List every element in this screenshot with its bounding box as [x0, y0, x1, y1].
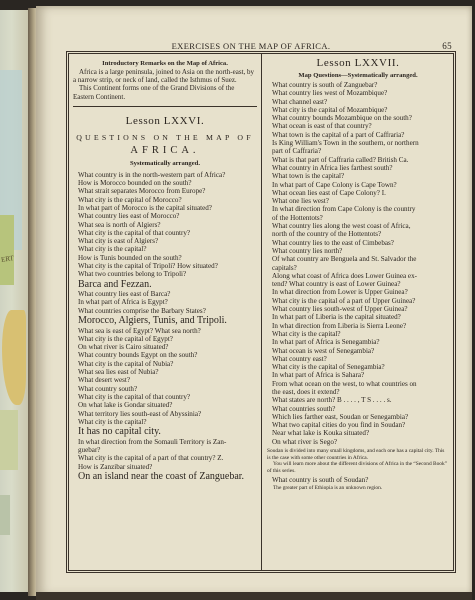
question-line: What town is the capital of a part of Caffraria?: [272, 130, 405, 139]
question-line: On what lake is Gondar situated?: [78, 401, 173, 410]
question-line: In what part of Africa is Sahara?: [272, 371, 365, 380]
question-line: of the Hottentots?: [272, 213, 323, 222]
intro-paragraph: Africa is a large peninsula, joined to Asia on the north-east, by a narrow strip, or neck of land, called the Isthmus of Suez.: [73, 68, 255, 85]
question-line: What country is in the north-western part of Africa?: [78, 170, 226, 179]
footnote: The greater part of Ethiopia is an unknown region.: [273, 484, 383, 491]
map-land-area: [0, 495, 10, 535]
answer-line: Morocco, Algiers, Tunis, and Tripoli.: [78, 315, 227, 327]
question-line: From what ocean on the west, to what countries on: [272, 379, 417, 388]
lesson-77-title: Lesson LXXVII.: [316, 57, 400, 69]
question-list: [73, 327, 257, 427]
question-line: What city is the capital?: [272, 329, 341, 338]
question-line: What sea is north of Algiers?: [78, 220, 161, 229]
question-line: In what part of Africa is Egypt?: [78, 298, 168, 307]
question-line: What sea is east of Egypt? What sea north?: [78, 326, 201, 335]
question-list: [73, 290, 257, 315]
question-line: What city is the capital of a part of that country? Z.: [78, 454, 224, 463]
question-line: north of the country of the Hottentots?: [272, 230, 382, 239]
question-line: What country bounds Egypt on the south?: [78, 351, 198, 360]
map-land-area: [0, 410, 18, 470]
map-label: ERT: [0, 254, 15, 264]
question-line: What country lies east of Morocco?: [78, 212, 180, 221]
question-line: Is King William's Town in the southern, or northern: [272, 139, 419, 148]
question-line: What channel east?: [272, 97, 328, 106]
question-line: What city is the capital of Senegambia?: [272, 363, 385, 372]
question-line: What strait separates Morocco from Europe?: [78, 187, 206, 196]
question-line: What city is the capital of Nubia?: [78, 359, 174, 368]
question-line: What country is south of Soudan?: [272, 476, 369, 485]
footnote: Soudan is divided into many small kingdoms, and each one has a capital city. This is the case with some other countries in Africa.: [267, 448, 445, 461]
question-line: What city is the capital of Egypt?: [78, 334, 173, 343]
question-line: the east, does it extend?: [272, 387, 340, 396]
question-line: What city is the capital of Mozambique?: [272, 105, 388, 114]
question-line: In what direction from Cape Colony is the country: [272, 205, 416, 214]
question-line: What country south?: [78, 384, 138, 393]
africa-heading: AFRICA.: [130, 144, 200, 156]
question-line: On what river is Cairo situated?: [78, 343, 169, 352]
page-bottom-edge: [36, 592, 472, 600]
question-line: What country is south of Zanguebar?: [272, 81, 378, 89]
question-line: What countries comprise the Barbary States?: [78, 306, 206, 315]
question-list: [73, 438, 257, 471]
question-line: What city is the capital of that country?: [78, 228, 191, 237]
answer-line: On an island near the coast of Zanguebar.: [78, 470, 245, 482]
question-list: [267, 81, 449, 446]
intro-heading: Introductory Remarks on the Map of Africa.: [102, 60, 228, 67]
question-line: What city is east of Algiers?: [78, 237, 159, 246]
text-frame: [66, 51, 456, 573]
question-line: What states are north? B . . . . , T S . . . . s.: [272, 396, 392, 405]
question-line: What territory lies south-east of Abyssinia?: [78, 409, 202, 418]
question-line: In what part of Liberia is the capital situated?: [272, 313, 401, 322]
question-line: What country in Africa lies farthest south?: [272, 163, 393, 172]
lesson-76-title: Lesson LXXVI.: [125, 114, 205, 127]
answer-line: Barca and Fezzan.: [78, 278, 152, 290]
facing-map-page: [0, 10, 30, 592]
question-line: What is that part of Caffraria called? British Ca.: [272, 155, 409, 164]
question-list: [73, 171, 257, 279]
footnote: You will learn more about the different divisions of Africa in the “Second Book” of this series.: [267, 461, 448, 474]
question-line: What country lies south-west of Upper Guinea?: [272, 305, 408, 314]
question-line: How is Morocco bounded on the south?: [78, 179, 192, 188]
question-line: capitals?: [272, 263, 297, 272]
question-line: Of what country are Benguela and St. Salvador the: [272, 255, 417, 264]
question-line: What country lies along the west coast of Africa,: [272, 222, 411, 231]
question-line: What country lies west of Mozambique?: [272, 89, 388, 98]
question-line: What two countries belong to Tripoli?: [78, 270, 187, 279]
answer-line: It has no capital city.: [78, 426, 161, 438]
question-line: What city is the capital of Morocco?: [78, 195, 182, 204]
question-line: What city is the capital?: [78, 417, 147, 426]
question-line: In what part of Africa is Senegambia?: [272, 338, 380, 347]
question-line: What city is the capital of that country?: [78, 392, 191, 401]
map-land-area: [0, 215, 14, 285]
question-line: guebar?: [78, 445, 101, 454]
question-line: What country lies to the east of Cimbebas?: [272, 238, 394, 247]
question-line: In what direction from Liberia is Sierra Leone?: [272, 321, 407, 330]
question-line: In what part of Morocco is the capital situated?: [78, 204, 212, 212]
question-line: Along what coast of Africa does Lower Guinea ex-: [272, 271, 417, 280]
right-column: [263, 54, 453, 570]
header-title: EXERCISES ON THE MAP OF AFRICA.: [171, 41, 331, 51]
question-line: What ocean lies east of Cape Colony? I.: [272, 188, 386, 197]
map-land-area: [2, 310, 26, 405]
question-line: What country lies north?: [272, 246, 343, 255]
question-line: What town is the capital?: [272, 172, 345, 181]
question-line: In what direction from the Somauli Territory is Zan-: [78, 437, 227, 446]
question-line: Which lies farther east, Soudan or Senegambia?: [272, 412, 409, 421]
question-line: What ocean is east of that country?: [272, 122, 372, 131]
question-line: How is Tunis bounded on the south?: [78, 253, 182, 262]
question-line: What country lies east of Barca?: [78, 290, 171, 299]
question-line: What two capital cities do you find in Soudan?: [272, 421, 406, 430]
intro-paragraph: This Continent forms one of the Grand Divisions of the Eastern Continent.: [73, 84, 235, 101]
question-line: part of Caffraria?: [272, 147, 322, 156]
question-line: What countries south?: [272, 404, 336, 413]
questions-heading: QUESTIONS ON THE MAP OF: [76, 132, 254, 142]
question-line: What sea lies east of Nubia?: [78, 368, 159, 377]
left-column: [69, 54, 262, 570]
question-line: Near what lake is Kouka situated?: [272, 429, 370, 438]
lesson-77-subheading: Map Questions—Systematically arranged.: [298, 72, 418, 79]
question-line: What one lies west?: [272, 197, 329, 206]
question-line: In what part of Cape Colony is Cape Town?: [272, 180, 397, 189]
question-line: What city is the capital of Tripoli? How situated?: [78, 262, 218, 271]
question-line: What city is the capital?: [78, 245, 147, 254]
question-line: What ocean is west of Senegambia?: [272, 346, 375, 355]
question-line: How is Zanzibar situated?: [78, 462, 153, 471]
question-line: On what river is Sego?: [272, 437, 338, 446]
question-line: What city is the capital of a part of Upper Guinea?: [272, 296, 416, 305]
question-line: tend? What country is east of Lower Guinea?: [272, 280, 401, 289]
question-line: What country bounds Mozambique on the south?: [272, 114, 412, 123]
question-line: What country east?: [272, 354, 327, 363]
page-number: 65: [442, 41, 452, 51]
question-line: What desert west?: [78, 376, 130, 385]
question-line: In what direction from Lower is Upper Guinea?: [272, 288, 408, 297]
lesson-76-subheading: Systematically arranged.: [130, 159, 200, 167]
section-divider: [73, 106, 257, 107]
